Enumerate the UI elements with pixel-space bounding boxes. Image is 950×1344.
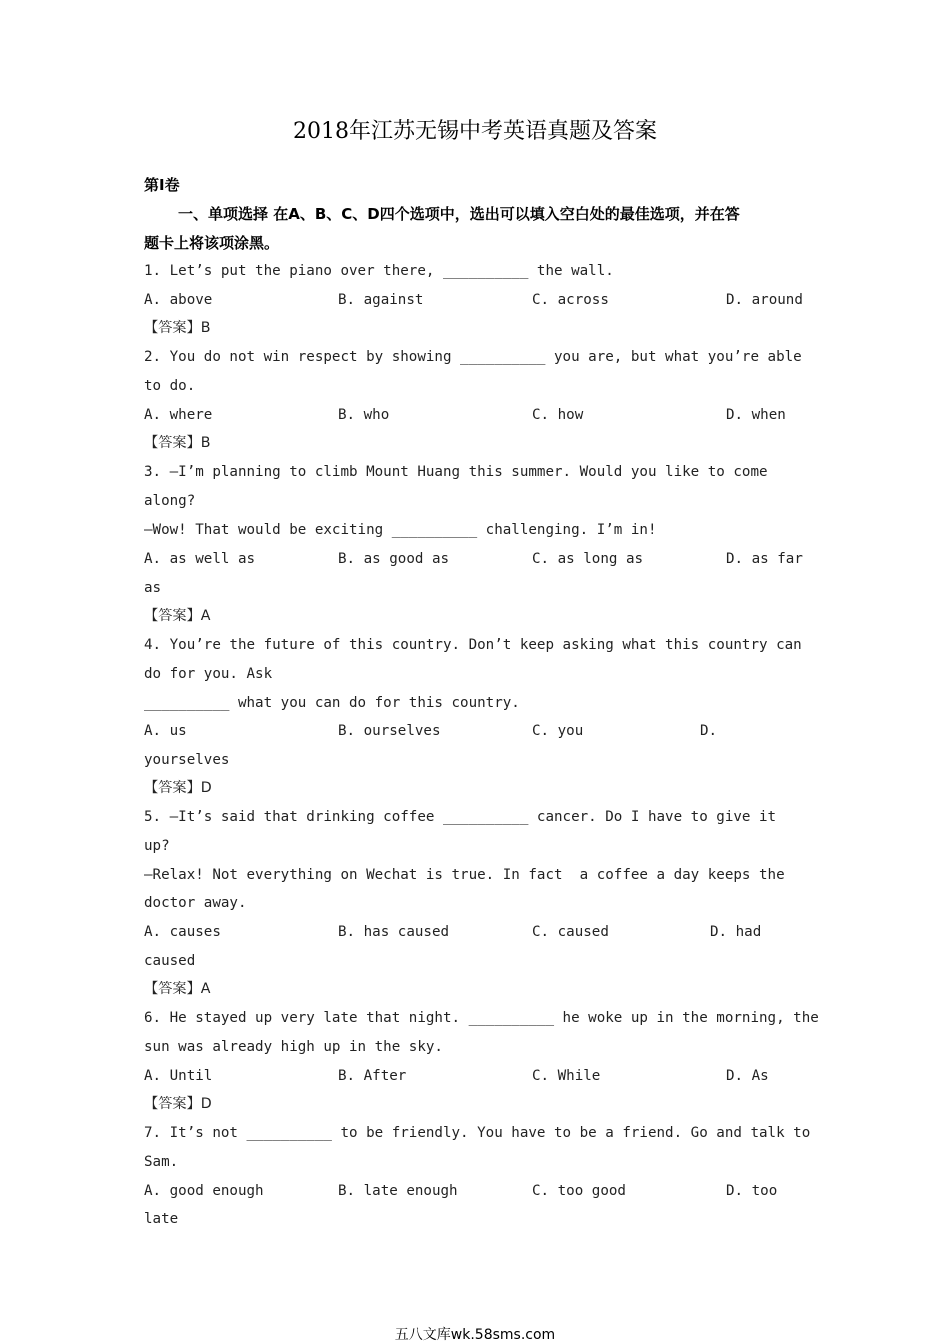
question-2-text-line-1: 2. You do not win respect by showing __________ you are, but what you’re able xyxy=(144,349,802,365)
question-5-text-line-2: up? xyxy=(144,838,170,854)
question-6-option-b: B. After xyxy=(338,1068,407,1084)
question-7-option-a: A. good enough xyxy=(144,1183,264,1199)
question-2-answer: 【答案】B xyxy=(144,435,211,451)
question-4-option-d-wrap: yourselves xyxy=(144,752,230,768)
question-5-answer: 【答案】A xyxy=(144,981,211,997)
question-5-text-line-3: —Relax! Not everything on Wechat is true. In fact a coffee a day keeps the xyxy=(144,867,785,883)
question-1-text: 1. Let’s put the piano over there, __________ the wall. xyxy=(144,263,614,279)
question-4-option-b: B. ourselves xyxy=(338,723,441,739)
question-4-answer: 【答案】D xyxy=(144,780,212,796)
instruction-line-2: 题卡上将该项涂黑。 xyxy=(144,234,280,252)
question-3-text-line-3: —Wow! That would be exciting __________ challenging. I’m in! xyxy=(144,522,657,538)
question-5-option-d: D. had xyxy=(710,924,762,940)
question-4-text-line-2: do for you. Ask xyxy=(144,666,273,682)
question-4-text-line-1: 4. You’re the future of this country. Don’t keep asking what this country can xyxy=(144,637,802,653)
question-6-option-d: D. As xyxy=(726,1068,769,1084)
question-1-option-b: B. against xyxy=(338,292,424,308)
question-5-option-b: B. has caused xyxy=(338,924,450,940)
question-5-text-line-4: doctor away. xyxy=(144,895,247,911)
question-7-text-line-1: 7. It’s not __________ to be friendly. You have to be a friend. Go and talk to xyxy=(144,1125,811,1141)
question-2-option-a: A. where xyxy=(144,407,213,423)
question-5-option-a: A. causes xyxy=(144,924,221,940)
question-6-text-line-1: 6. He stayed up very late that night. __________ he woke up in the morning, the xyxy=(144,1010,819,1026)
question-6-option-a: A. Until xyxy=(144,1068,213,1084)
question-3-option-d-wrap: as xyxy=(144,580,162,596)
question-7-option-b: B. late enough xyxy=(338,1183,458,1199)
question-4-option-d: D. xyxy=(700,723,718,739)
footer-watermark: 五八文库wk.58sms.com xyxy=(394,1327,556,1343)
question-6-text-line-2: sun was already high up in the sky. xyxy=(144,1039,443,1055)
question-6-answer: 【答案】D xyxy=(144,1096,212,1112)
section-label: 第I卷 xyxy=(144,176,180,194)
question-6-option-c: C. While xyxy=(532,1068,601,1084)
question-7-option-d: D. too xyxy=(726,1183,778,1199)
question-3-option-b: B. as good as xyxy=(338,551,450,567)
question-3-option-a: A. as well as xyxy=(144,551,256,567)
question-3-option-c: C. as long as xyxy=(532,551,644,567)
instruction-line-1: 一、单项选择 在A、B、C、D四个选项中，选出可以填入空白处的最佳选项，并在答 xyxy=(178,205,740,223)
question-5-option-d-wrap: caused xyxy=(144,953,196,969)
question-3-text-line-1: 3. —I’m planning to climb Mount Huang this summer. Would you like to come xyxy=(144,464,768,480)
question-1-option-c: C. across xyxy=(532,292,609,308)
question-1-answer: 【答案】B xyxy=(144,320,211,336)
question-4-option-c: C. you xyxy=(532,723,584,739)
page-title: 2018年江苏无锡中考英语真题及答案 xyxy=(293,119,657,144)
question-5-option-c: C. caused xyxy=(532,924,609,940)
question-7-option-d-wrap: late xyxy=(144,1211,179,1227)
question-2-option-d: D. when xyxy=(726,407,786,423)
question-1-option-a: A. above xyxy=(144,292,213,308)
question-4-text-line-3: __________ what you can do for this country. xyxy=(144,695,520,711)
question-3-option-d: D. as far xyxy=(726,551,803,567)
question-3-answer: 【答案】A xyxy=(144,608,211,624)
question-2-option-c: C. how xyxy=(532,407,584,423)
question-2-text-line-2: to do. xyxy=(144,378,196,394)
question-3-text-line-2: along? xyxy=(144,493,196,509)
question-7-text-line-2: Sam. xyxy=(144,1154,179,1170)
question-4-option-a: A. us xyxy=(144,723,187,739)
question-5-text-line-1: 5. —It’s said that drinking coffee __________ cancer. Do I have to give it xyxy=(144,809,777,825)
question-7-option-c: C. too good xyxy=(532,1183,626,1199)
question-1-option-d: D. around xyxy=(726,292,803,308)
question-2-option-b: B. who xyxy=(338,407,390,423)
